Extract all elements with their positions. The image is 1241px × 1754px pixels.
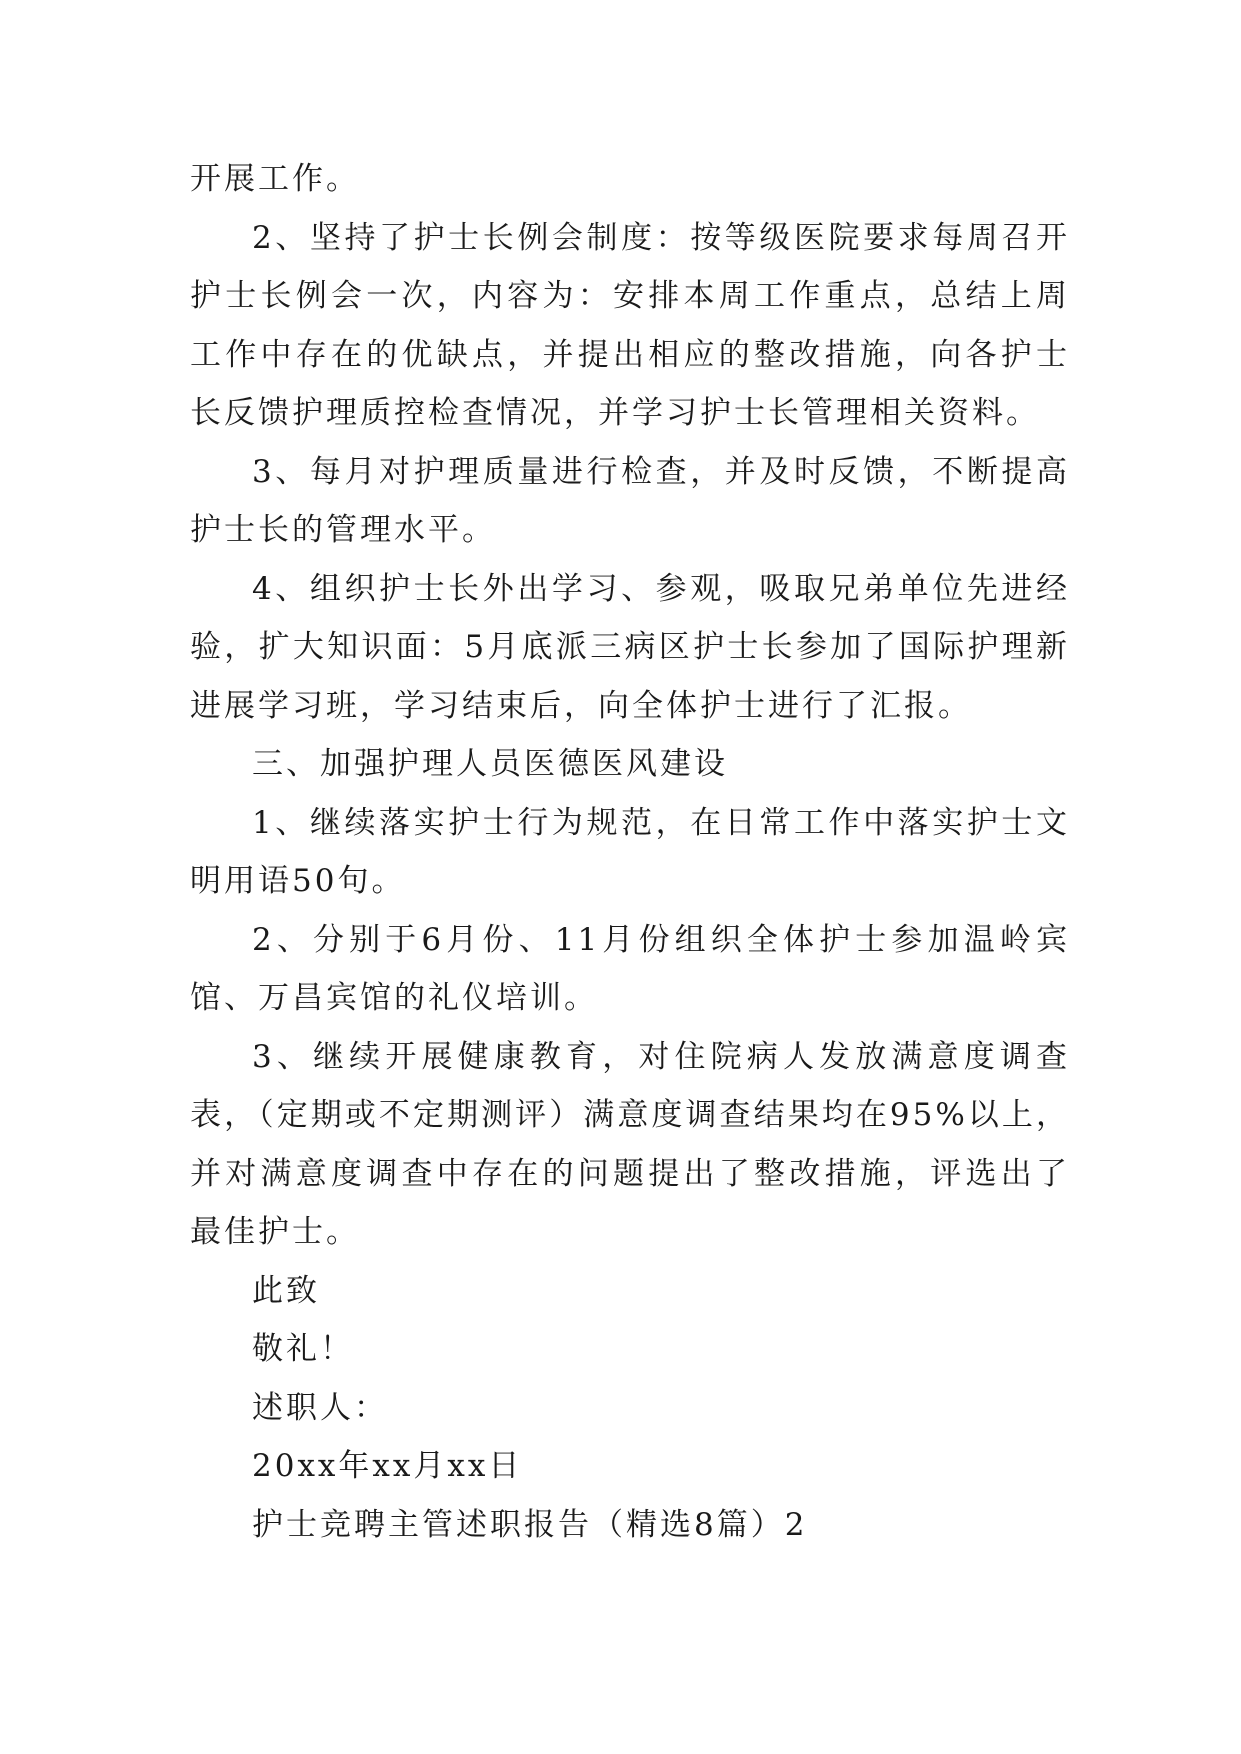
section-heading-ethics: 三、加强护理人员医德医风建设: [252, 746, 728, 782]
closing-salutation: 此致: [252, 1272, 320, 1309]
report-date: 20xx年xx月xx日: [252, 1448, 523, 1484]
paragraph-item-3-quality-check: 3、每月对护理质量进行检查，并及时反馈，不断提高护士长的管理水平。: [190, 453, 1070, 548]
paragraph-item-1-conduct: 1、继续落实护士行为规范，在日常工作中落实护士文明用语50句。: [190, 804, 1070, 899]
paragraph-item-2-etiquette: 2、分别于6月份、11月份组织全体护士参加温岭宾馆、万昌宾馆的礼仪培训。: [190, 921, 1070, 1016]
next-report-title: 护士竞聘主管述职报告（精选8篇）2: [252, 1506, 808, 1543]
signer-label: 述职人：: [252, 1389, 388, 1426]
document-body: [190, 150, 1070, 1554]
closing-regards: 敬礼！: [252, 1331, 354, 1367]
paragraph-item-3-education: 3、继续开展健康教育，对住院病人发放满意度调查表，（定期或不定期测评）满意度调查结果均在95%以上，并对满意度调查中存在的问题提出了整改措施，评选出了最佳护士。: [190, 1038, 1070, 1250]
paragraph-continuation: 开展工作。: [190, 161, 360, 197]
paragraph-item-2-meeting: 2、坚持了护士长例会制度：按等级医院要求每周召开护士长例会一次，内容为：安排本周工作重点，总结上周工作中存在的优缺点，并提出相应的整改措施，向各护士长反馈护理质控检查情况，并学习护士长管理相关资料。: [190, 219, 1070, 431]
paragraph-item-4-study: 4、组织护士长外出学习、参观，吸取兄弟单位先进经验，扩大知识面：5月底派三病区护士长参加了国际护理新进展学习班，学习结束后，向全体护士进行了汇报。: [190, 570, 1070, 724]
